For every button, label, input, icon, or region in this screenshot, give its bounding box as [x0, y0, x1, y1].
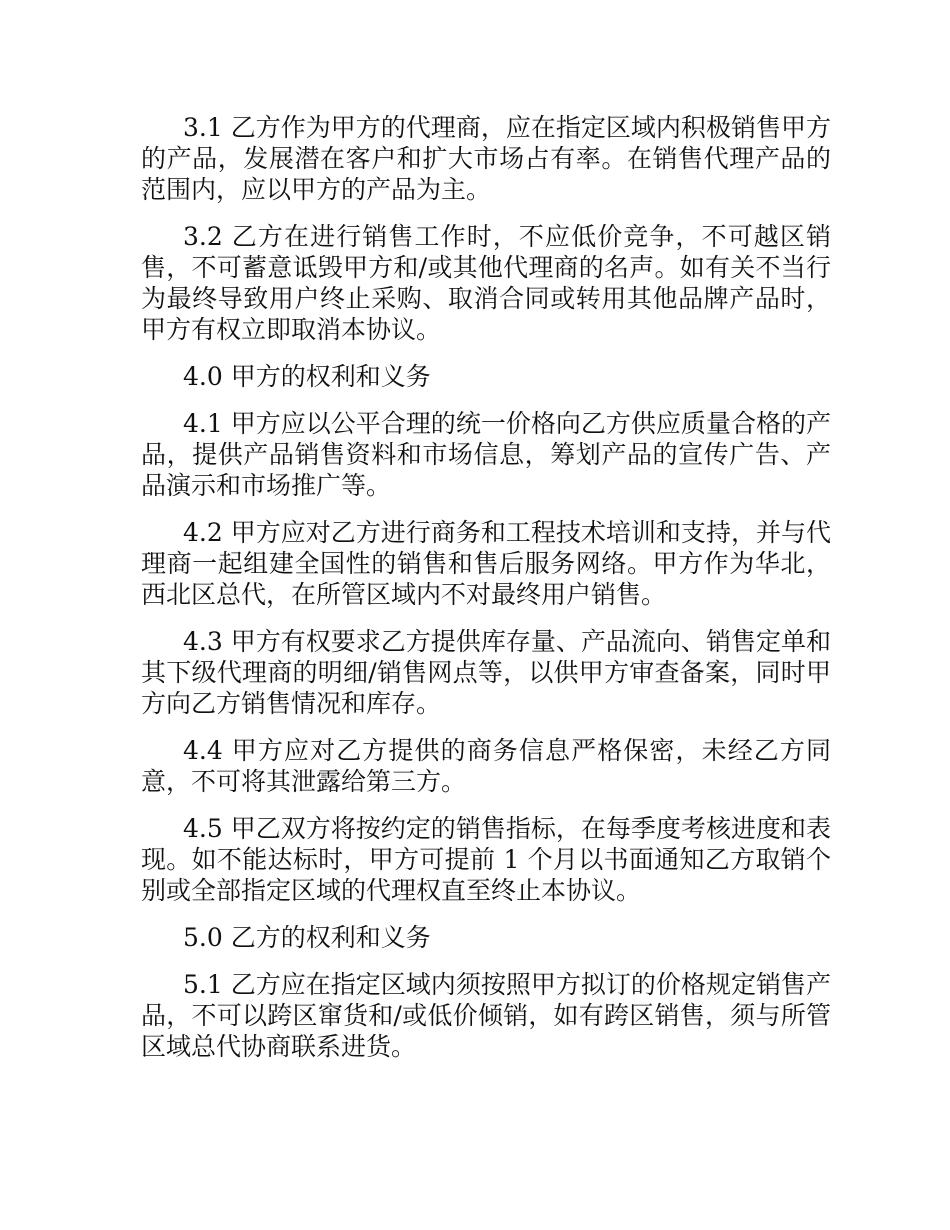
clause-4-1: 4.1 甲方应以公平合理的统一价格向乙方供应质量合格的产品，提供产品销售资料和市场信息，筹划产品的宣传广告、产品演示和市场推广等。 [141, 409, 831, 500]
section-heading-5-0: 5.0 乙方的权利和义务 [183, 923, 431, 952]
clause-4-5: 4.5 甲乙双方将按约定的销售指标，在每季度考核进度和表现。如不能达标时，甲方可提前 1 个月以书面通知乙方取销个别或全部指定区域的代理权直至终止本协议。 [141, 814, 831, 905]
document-body [141, 112, 831, 1078]
clause-4-4: 4.4 甲方应对乙方提供的商务信息严格保密，未经乙方同意，不可将其泄露给第三方。 [141, 736, 831, 796]
clause-4-3: 4.3 甲方有权要求乙方提供库存量、产品流向、销售定单和其下级代理商的明细/销售网点等，以供甲方审查备案，同时甲方向乙方销售情况和库存。 [141, 627, 831, 718]
clause-4-2: 4.2 甲方应对乙方进行商务和工程技术培训和支持，并与代理商一起组建全国性的销售和售后服务网络。甲方作为华北，西北区总代，在所管区域内不对最终用户销售。 [141, 518, 831, 609]
clause-3-1: 3.1 乙方作为甲方的代理商，应在指定区域内积极销售甲方的产品，发展潜在客户和扩大市场占有率。在销售代理产品的范围内，应以甲方的产品为主。 [141, 113, 831, 204]
clause-5-1: 5.1 乙方应在指定区域内须按照甲方拟订的价格规定销售产品，不可以跨区窜货和/或低价倾销，如有跨区销售，须与所管区域总代协商联系进货。 [141, 970, 831, 1061]
section-heading-4-0: 4.0 甲方的权利和义务 [183, 362, 431, 391]
clause-3-2: 3.2 乙方在进行销售工作时，不应低价竞争，不可越区销售，不可蓄意诋毁甲方和/或其他代理商的名声。如有关不当行为最终导致用户终止采购、取消合同或转用其他品牌产品时，甲方有权立即取消本协议。 [141, 222, 831, 344]
